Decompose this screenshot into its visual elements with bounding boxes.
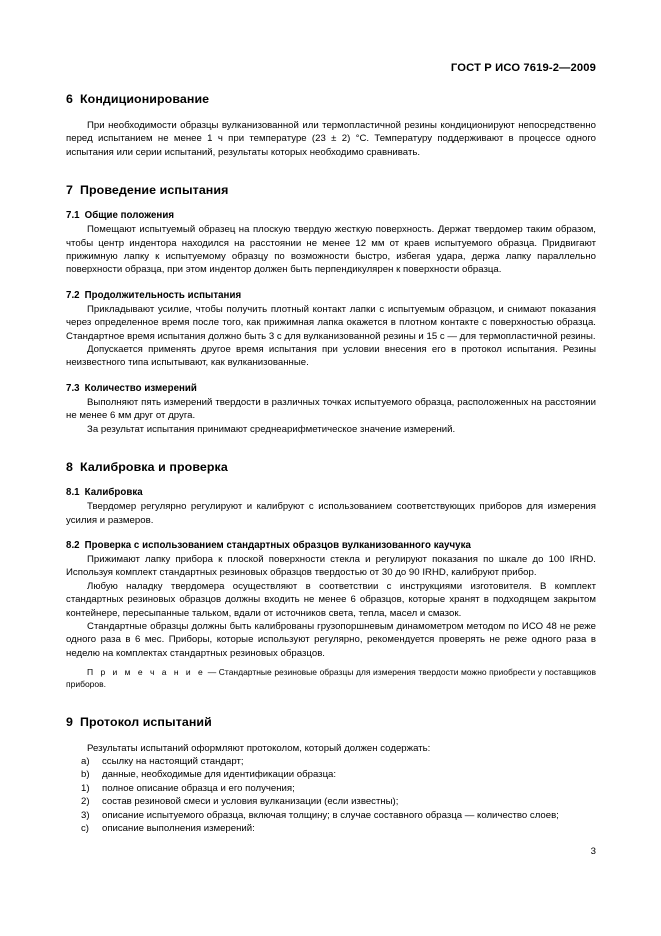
list-item-marker: 2) <box>81 796 90 808</box>
section-title-8: Калибровка и проверка <box>80 460 228 475</box>
list-item-text: ссылку на настоящий стандарт; <box>102 755 244 767</box>
list-item-text: описание выполнения измерений: <box>102 823 255 834</box>
list-item-marker: 3) <box>81 809 90 821</box>
spacer <box>66 106 596 119</box>
list-item-text: полное описание образца и его получения; <box>102 782 295 794</box>
subsection-number-8-2: 8.2 <box>66 539 80 551</box>
list-item-marker: 1) <box>81 782 90 794</box>
list-item <box>66 768 596 781</box>
subsection-8-2-paragraph-3: Стандартные образцы должны быть калиброваны грузопоршневым динамометром методом по ИСО 48 не реже одного раза в 6 мес. Приборы, которые используют регулярно, рекомендуется проверять не реже одного раза в неделю на комплектах стандартных резиновых образцов. <box>66 620 596 659</box>
subsection-7-1-paragraph-1: Помещают испытуемый образец на плоскую твердую жесткую поверхность. Держат твердомер таким образом, чтобы центр индентора находился на расстоянии не менее 12 мм от краев испытуемого образца. Придвигают прижимную лапку к испытуемому образцу по возможности быстро, избегая удара, держа лапку параллельно поверхности образца, при этом индентор должен быть перпендикулярен к поверхности образца. <box>66 224 596 276</box>
list-item <box>66 755 596 768</box>
spacer <box>66 527 596 540</box>
list-item-text: состав резиновой смеси и условия вулканизации (если известны); <box>102 796 399 808</box>
section-title-6: Кондиционирование <box>80 92 210 106</box>
page-header <box>66 62 596 74</box>
subsection-number-7-1: 7.1 <box>66 210 80 222</box>
list-item <box>66 782 596 795</box>
subsection-8-2-paragraph-2: Любую наладку твердомера осуществляют в соответствии с инструкциями изготовителя. В комплект стандартных резиновых образцов должны входить не менее 6 образцов, которые хранят в подходящем закрытом контейнере, пересыпанные тальком, вдали от источников света, тепла, масел и смазок. <box>66 580 596 619</box>
list-item-text: описание испытуемого образца, включая толщину; в случае составного образца — количество слоев; <box>102 809 559 821</box>
section-number-8: 8 <box>66 460 73 475</box>
list-item <box>66 809 596 822</box>
subsection-7-2-paragraph-2: Допускается применять другое время испытания при условии внесения его в протокол испытания. Резины неизвестного типа испытывают, как вулканизованные. <box>66 344 596 369</box>
subsection-8-2-note <box>66 666 596 690</box>
page-number-value: 3 <box>590 846 596 857</box>
subsection-8-2-paragraph-1: Прижимают лапку прибора к плоской поверхности стекла и регулируют показания по шкале до 100 IRHD. Используя комплект стандартных резиновых образцов твердостью от 30 до 90 IRHD, калибруют прибор. <box>66 553 596 579</box>
list-item-marker: b) <box>81 769 90 781</box>
subsection-7-3-paragraph-1: Выполняют пять измерений твердости в различных точках испытуемого образца, расположенных на расстоянии не менее 6 мм друг от друга. <box>66 396 596 422</box>
list-item-marker: c) <box>81 823 89 834</box>
subsection-number-8-1: 8.1 <box>66 487 80 499</box>
page-number <box>66 846 596 857</box>
section-6-paragraph-1: При необходимости образцы вулканизованной или термопластичной резины кондиционируют непосредственно перед испытанием не менее 1 ч при температуре (23 ± 2) °C. Температуру поддерживают в процессе одного испытания или серии испытаний, результаты которых необходимо сравнивать. <box>66 120 596 158</box>
subsection-title-7-2: Продолжительность испытания <box>84 289 242 301</box>
subsection-heading-8-2 <box>66 540 596 551</box>
spacer <box>66 729 596 742</box>
subsection-heading-7-3 <box>66 383 596 394</box>
note-label: П р и м е ч а н и е <box>87 667 206 678</box>
section-heading-9 <box>66 715 596 729</box>
spacer <box>66 277 596 290</box>
list-item <box>66 795 596 808</box>
spacer <box>66 474 596 487</box>
list-item-text: данные, необходимые для идентификации образца: <box>102 769 337 781</box>
section-title-9: Протокол испытаний <box>80 714 212 729</box>
subsection-heading-7-1 <box>66 210 596 221</box>
note-text: — Стандартные резиновые образцы для измерения твердости можно приобрести у поставщиков приборов. <box>66 667 596 690</box>
section-number-7: 7 <box>66 183 73 198</box>
subsection-title-8-1: Калибровка <box>84 487 143 499</box>
section-number-6: 6 <box>66 92 73 106</box>
spacer <box>66 436 596 460</box>
spacer <box>66 159 596 183</box>
list-item-marker: a) <box>81 755 90 767</box>
subsection-heading-8-1 <box>66 487 596 498</box>
subsection-7-3-paragraph-2: За результат испытания принимают среднеарифметическое значение измерений. <box>87 423 456 435</box>
subsection-title-7-1: Общие положения <box>84 210 175 222</box>
section-9-list <box>66 755 596 835</box>
page-content <box>66 92 596 835</box>
list-item <box>66 822 596 835</box>
section-heading-8 <box>66 460 596 474</box>
subsection-heading-7-2 <box>66 290 596 301</box>
subsection-number-7-3: 7.3 <box>66 382 80 394</box>
subsection-7-2-paragraph-1: Прикладывают усилие, чтобы получить плотный контакт лапки с испытуемым образцом, и снимают показания через определенное время после того, как прижимная лапка окажется в плотном контакте с поверхностью образца. Стандартное время испытания должно быть 3 с для вулканизованной резины и 15 с — для термопластичной резины. <box>66 303 596 342</box>
subsection-title-8-2: Проверка с использованием стандартных образцов вулканизованного каучука <box>84 539 471 551</box>
subsection-title-7-3: Количество измерений <box>84 382 197 394</box>
section-9-intro: Результаты испытаний оформляют протоколом, который должен содержать: <box>87 742 431 754</box>
spacer <box>66 197 596 210</box>
subsection-8-1-paragraph-1: Твердомер регулярно регулируют и калибруют с использованием соответствующих приборов для измерения усилия и размеров. <box>66 501 596 526</box>
spacer <box>66 691 596 715</box>
subsection-number-7-2: 7.2 <box>66 289 80 301</box>
section-title-7: Проведение испытания <box>80 183 229 198</box>
spacer <box>66 370 596 383</box>
section-heading-6 <box>66 92 596 106</box>
header-standard-title: ГОСТ Р ИСО 7619-2—2009 <box>450 62 596 74</box>
section-heading-7 <box>66 183 596 197</box>
section-number-9: 9 <box>66 714 73 729</box>
